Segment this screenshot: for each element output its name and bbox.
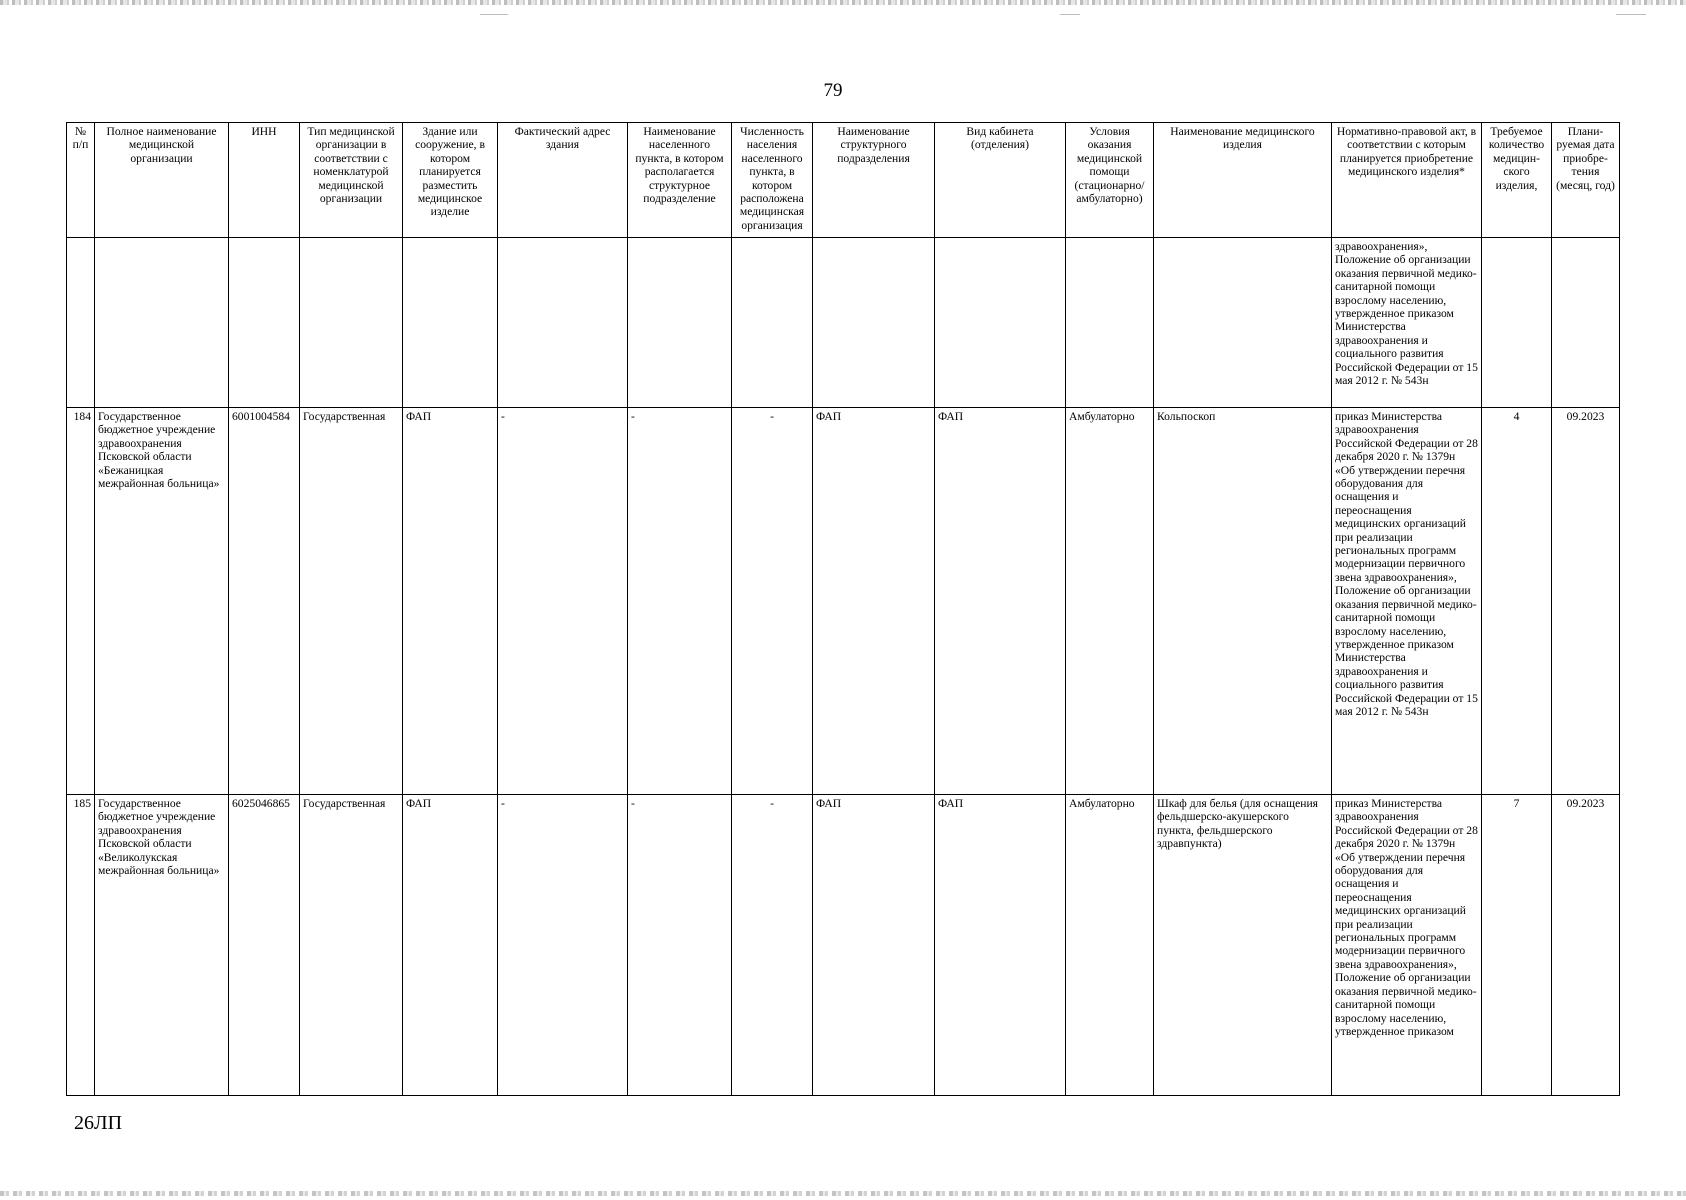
table-cell-conditions: Амбулаторно (1066, 408, 1154, 795)
table-cell-settlement: - (628, 408, 732, 795)
table-cell (935, 238, 1066, 408)
table-cell-legal-act: здравоохранения», Положение об организации оказания первичной медико-санитарной помощи взрослому населению, утвержденное приказом Министерства здравоохранения и социального развития Российской Федерации от 15 мая 2012 г. № 543н (1332, 238, 1482, 408)
table-row (67, 408, 1620, 795)
table-cell (403, 238, 498, 408)
table-cell-device: Шкаф для белья (для оснащения фельдшерско-акушерского пункта, фельдшерского здравпункта) (1154, 795, 1332, 1096)
header-cell-settlement: Наименование населенного пункта, в котором располагается структурное подразделение (628, 123, 732, 238)
header-cell-address: Фактический адрес здания (498, 123, 628, 238)
table-cell-org: Государственное бюджетное учреждение здравоохранения Псковской области «Бежаницкая межрайонная больница» (95, 408, 229, 795)
table-cell-cabinet: ФАП (935, 795, 1066, 1096)
table-cell (1154, 238, 1332, 408)
header-cell-date: Плани-руемая дата приобре-тения (месяц, год) (1552, 123, 1620, 238)
header-cell-device: Наименование медицинского изделия (1154, 123, 1332, 238)
table-cell-cabinet: ФАП (935, 408, 1066, 795)
table-cell (498, 238, 628, 408)
header-cell-quantity: Требуемое количество медицин-ского изделия, (1482, 123, 1552, 238)
page-number: 79 (823, 80, 843, 101)
table-row (67, 795, 1620, 1096)
table-cell (813, 238, 935, 408)
header-cell-num: № п/п (67, 123, 95, 238)
table-cell-quantity: 7 (1482, 795, 1552, 1096)
medical-equipment-table (66, 122, 1620, 1096)
table-cell (732, 238, 813, 408)
table-cell-org: Государственное бюджетное учреждение здравоохранения Псковской области «Великолукская межрайонная больница» (95, 795, 229, 1096)
table-cell-unit: ФАП (813, 795, 935, 1096)
table-cell-quantity: 4 (1482, 408, 1552, 795)
scan-artifact (1060, 14, 1080, 15)
table-cell-date: 09.2023 (1552, 408, 1620, 795)
table-cell (95, 238, 229, 408)
header-cell-inn: ИНН (229, 123, 300, 238)
table-cell-legal-act: приказ Министерства здравоохранения Российской Федерации от 28 декабря 2020 г. № 1379н «Об утверждении перечня оборудования для оснащения и переоснащения медицинских организаций при реализации региональных программ модернизации первичного звена здравоохранения», Положение об организации оказания первичной медико-санитарной помощи взрослому населению, утвержденное приказом (1332, 795, 1482, 1096)
table-cell (229, 238, 300, 408)
header-cell-conditions: Условия оказания медицинской помощи (стационарно/ амбулаторно) (1066, 123, 1154, 238)
table-cell-legal-act: приказ Министерства здравоохранения Российской Федерации от 28 декабря 2020 г. № 1379н «Об утверждении перечня оборудования для оснащения и переоснащения медицинских организаций при реализации региональных программ модернизации первичного звена здравоохранения», Положение об организации оказания первичной медико-санитарной помощи взрослому населению, утвержденное приказом Министерства здравоохранения и социального развития Российской Федерации от 15 мая 2012 г. № 543н (1332, 408, 1482, 795)
table-cell-unit: ФАП (813, 408, 935, 795)
table-cell-type: Государственная (300, 795, 403, 1096)
table-header-row (67, 123, 1620, 238)
header-cell-unit: Наименование структурного подразделения (813, 123, 935, 238)
table-cell-building: ФАП (403, 795, 498, 1096)
table-cell-population: - (732, 795, 813, 1096)
table-cell-type: Государственная (300, 408, 403, 795)
table-cell (1066, 238, 1154, 408)
table-cell-num: 184 (67, 408, 95, 795)
scan-edge-top (0, 0, 1686, 5)
table-cell-address: - (498, 795, 628, 1096)
document-code: 26ЛП (74, 1112, 123, 1134)
table-cell (1552, 238, 1620, 408)
table-cell (300, 238, 403, 408)
table-cell-population: - (732, 408, 813, 795)
table-cell-settlement: - (628, 795, 732, 1096)
table-cell-date: 09.2023 (1552, 795, 1620, 1096)
table-cell-inn: 6025046865 (229, 795, 300, 1096)
table-cell (628, 238, 732, 408)
table-cell-num: 185 (67, 795, 95, 1096)
table-cell (67, 238, 95, 408)
table-cell-conditions: Амбулаторно (1066, 795, 1154, 1096)
table-cell-inn: 6001004584 (229, 408, 300, 795)
scan-edge-bottom (0, 1191, 1686, 1196)
scan-artifact (480, 14, 508, 15)
header-cell-type: Тип медицинской организации в соответствии с номенклатурой медицинской организации (300, 123, 403, 238)
table-cell (1482, 238, 1552, 408)
header-cell-org: Полное наименование медицинской организации (95, 123, 229, 238)
table-row-continuation (67, 238, 1620, 408)
header-cell-legal-act: Нормативно-правовой акт, в соответствии с которым планируется приобретение медицинского изделия* (1332, 123, 1482, 238)
header-cell-cabinet: Вид кабинета (отделения) (935, 123, 1066, 238)
header-cell-population: Численность населения населенного пункта, в котором расположена медицинская организация (732, 123, 813, 238)
table-cell-building: ФАП (403, 408, 498, 795)
scan-artifact (1616, 14, 1646, 15)
header-cell-building: Здание или сооружение, в котором планируется разместить медицинское изделие (403, 123, 498, 238)
table-cell-device: Кольпоскоп (1154, 408, 1332, 795)
table-cell-address: - (498, 408, 628, 795)
